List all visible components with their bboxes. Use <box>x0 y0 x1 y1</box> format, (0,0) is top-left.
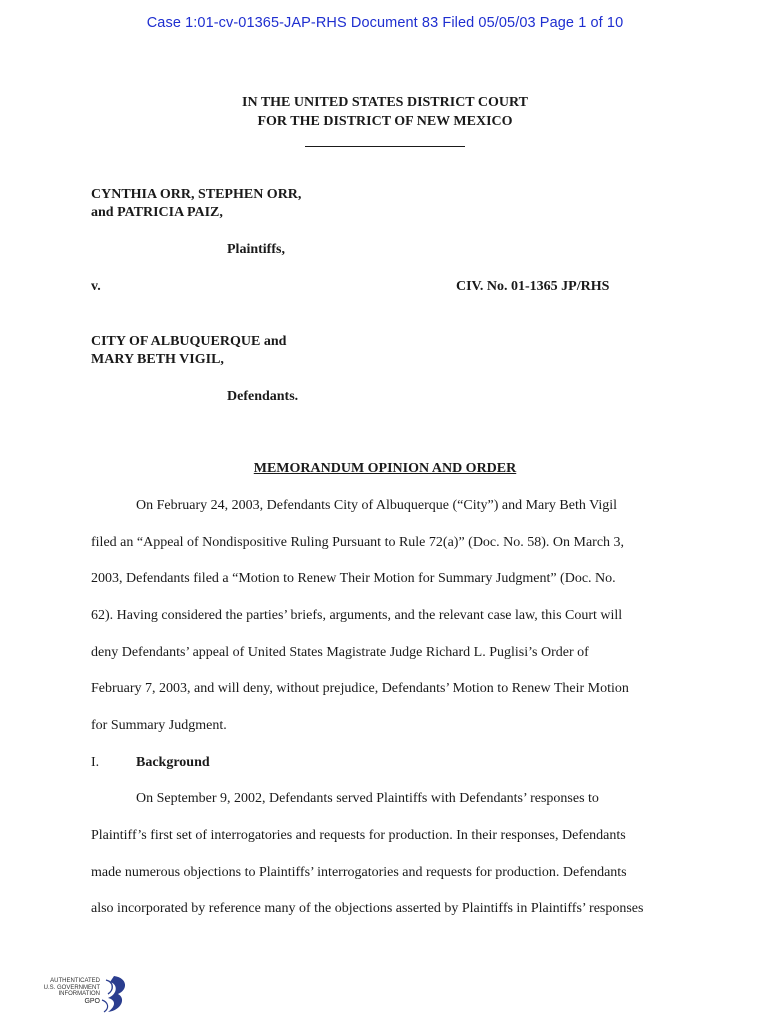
section-heading: Background <box>136 755 210 770</box>
paragraph-line: filed an “Appeal of Nondispositive Ruling Pursuant to Rule 72(a)” (Doc. No. 58). On March 3, <box>91 535 625 550</box>
plaintiffs-names-line1: CYNTHIA ORR, STEPHEN ORR, <box>91 187 302 202</box>
defendants-names-line2: MARY BETH VIGIL, <box>91 352 224 367</box>
paragraph-line: for Summary Judgment. <box>91 718 227 733</box>
paragraph-line: On September 9, 2002, Defendants served Plaintiffs with Defendants’ responses to <box>136 791 599 806</box>
paragraph-line: deny Defendants’ appeal of United States Magistrate Judge Richard L. Puglisi’s Order of <box>91 645 589 660</box>
court-name-line1: IN THE UNITED STATES DISTRICT COURT <box>242 95 528 110</box>
defendants-names-line1: CITY OF ALBUQUERQUE and <box>91 334 287 349</box>
paragraph-line: also incorporated by reference many of the objections asserted by Plaintiffs in Plaintiffs’ responses <box>91 901 644 916</box>
section-number: I. <box>91 755 100 770</box>
document-title: MEMORANDUM OPINION AND ORDER <box>253 461 517 476</box>
plaintiffs-label: Plaintiffs, <box>227 242 285 257</box>
paragraph-line: February 7, 2003, and will deny, without prejudice, Defendants’ Motion to Renew Their Motion <box>91 681 629 696</box>
versus: v. <box>91 279 101 294</box>
case-number: CIV. No. 01-1365 JP/RHS <box>456 279 610 294</box>
gpo-text-line: AUTHENTICATED <box>50 978 100 984</box>
plaintiffs-names-line2: and PATRICIA PAIZ, <box>91 205 223 220</box>
court-name-line2: FOR THE DISTRICT OF NEW MEXICO <box>257 114 513 129</box>
defendants-label: Defendants. <box>227 389 299 404</box>
court-divider <box>305 146 465 147</box>
paragraph-line: Plaintiff’s first set of interrogatories and requests for production. In their responses, Defendants <box>91 828 626 843</box>
gpo-mark: GPO <box>84 998 100 1005</box>
gpo-eagle-icon <box>44 972 130 1016</box>
paragraph-line: On February 24, 2003, Defendants City of Albuquerque (“City”) and Mary Beth Vigil <box>136 498 618 513</box>
paragraph-line: 62). Having considered the parties’ briefs, arguments, and the relevant case law, this Court will <box>91 608 623 623</box>
paragraph-line: made numerous objections to Plaintiffs’ interrogatories and requests for production. Defendants <box>91 865 627 880</box>
gpo-text-line: U.S. GOVERNMENT <box>43 984 100 991</box>
case-header-stamp: Case 1:01-cv-01365-JAP-RHS Document 83 Filed 05/05/03 Page 1 of 10 <box>146 15 624 31</box>
paragraph-line: 2003, Defendants filed a “Motion to Renew Their Motion for Summary Judgment” (Doc. No. <box>91 571 616 586</box>
gpo-text-line: INFORMATION <box>58 991 100 997</box>
